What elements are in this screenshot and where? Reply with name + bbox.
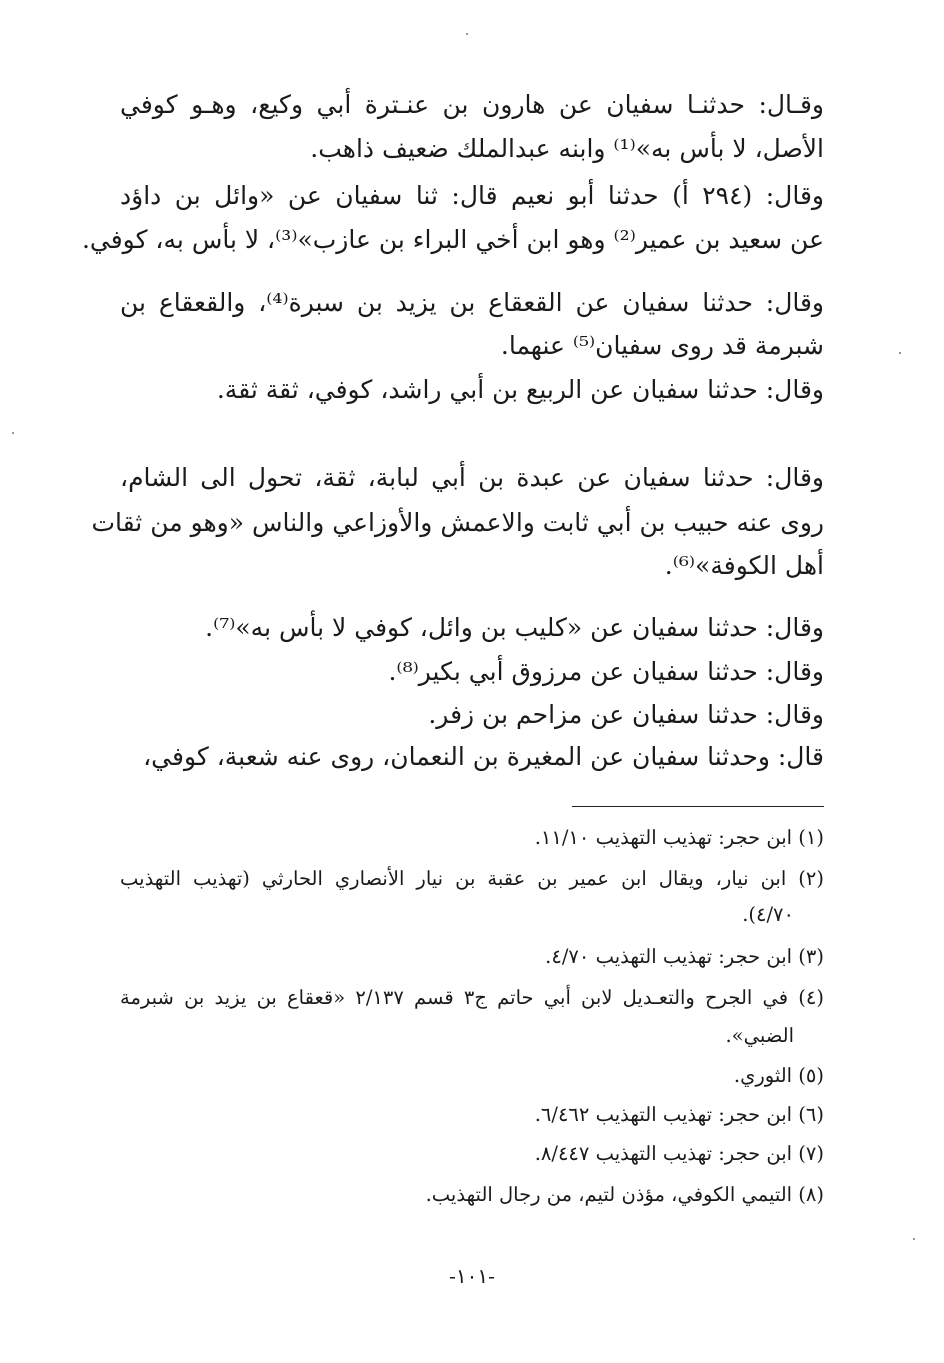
text-line: وقال: حدثنا سفيان عن القعقاع بن يزيد بن سبرة⁽⁴⁾، والقعقاع بن [120, 288, 824, 317]
footnote: (٤) في الجرح والتعـديل لابن أبي حاتم ج٣ قسم ٢/١٣٧ «قعقاع بن يزيد بن شبرمة [120, 986, 824, 1009]
text-line: وقال: حدثنا سفيان عن مرزوق أبي بكير⁽⁸⁾. [388, 657, 824, 686]
footnote: (٢) ابن نيار، ويقال ابن عمير بن عقبة بن نيار الأنصاري الحارثي (تهذيب التهذيب [120, 867, 824, 890]
text-line: وقـال: حدثنـا سفيان عن هارون بن عنـترة أبي وكيع، وهـو كوفي [120, 90, 824, 119]
scan-speck [913, 1238, 915, 1240]
footnote-separator [572, 806, 824, 807]
text-line: شبرمة قد روى سفيان⁽⁵⁾ عنهما. [500, 331, 824, 360]
footnote: (٧) ابن حجر: تهذيب التهذيب ٨/٤٤٧. [534, 1142, 824, 1165]
footnote: (٦) ابن حجر: تهذيب التهذيب ٦/٤٦٢. [534, 1103, 824, 1126]
footnote: (١) ابن حجر: تهذيب التهذيب ١١/١٠. [534, 826, 824, 849]
text-line: الأصل، لا بأس به»⁽¹⁾ وابنه عبدالملك ضعيف ذاهب. [310, 134, 824, 163]
scan-speck [12, 432, 14, 434]
scan-speck [899, 352, 901, 354]
text-line: قال: وحدثنا سفيان عن المغيرة بن النعمان، روى عنه شعبة، كوفي، [143, 742, 824, 771]
text-line: أهل الكوفة»⁽⁶⁾. [664, 551, 824, 580]
text-line: عن سعيد بن عمير⁽²⁾ وهو ابن أخي البراء بن عازب»⁽³⁾، لا بأس به، كوفي. [81, 225, 824, 254]
text-line: وقال: (٢٩٤ أ) حدثنا أبو نعيم قال: ثنا سفيان عن «وائل بن داؤد [120, 181, 824, 210]
footnote: (٥) الثوري. [733, 1064, 824, 1087]
text-line: وقال: حدثنا سفيان عن عبدة بن أبي لبابة، ثقة، تحول الى الشام، [120, 463, 824, 492]
text-line: وقال: حدثنا سفيان عن مزاحم بن زفر. [428, 700, 824, 729]
footnote: (٨) التيمي الكوفي، مؤذن لتيم، من رجال التهذيب. [425, 1183, 824, 1206]
page-number: -١٠١- [449, 1264, 495, 1288]
scan-speck [466, 33, 468, 35]
text-line: روى عنه حبيب بن أبي ثابت والاعمش والأوزاعي والناس «وهو من ثقات [91, 508, 824, 537]
text-line: وقال: حدثنا سفيان عن «كليب بن وائل، كوفي لا بأس به»⁽⁷⁾. [205, 613, 824, 642]
footnote-continuation: ٤/٧٠). [742, 903, 794, 926]
footnote: (٣) ابن حجر: تهذيب التهذيب ٤/٧٠. [545, 945, 824, 968]
footnote-continuation: الضبي». [725, 1024, 794, 1047]
text-line: وقال: حدثنا سفيان عن الربيع بن أبي راشد، كوفي، ثقة ثقة. [216, 375, 824, 404]
